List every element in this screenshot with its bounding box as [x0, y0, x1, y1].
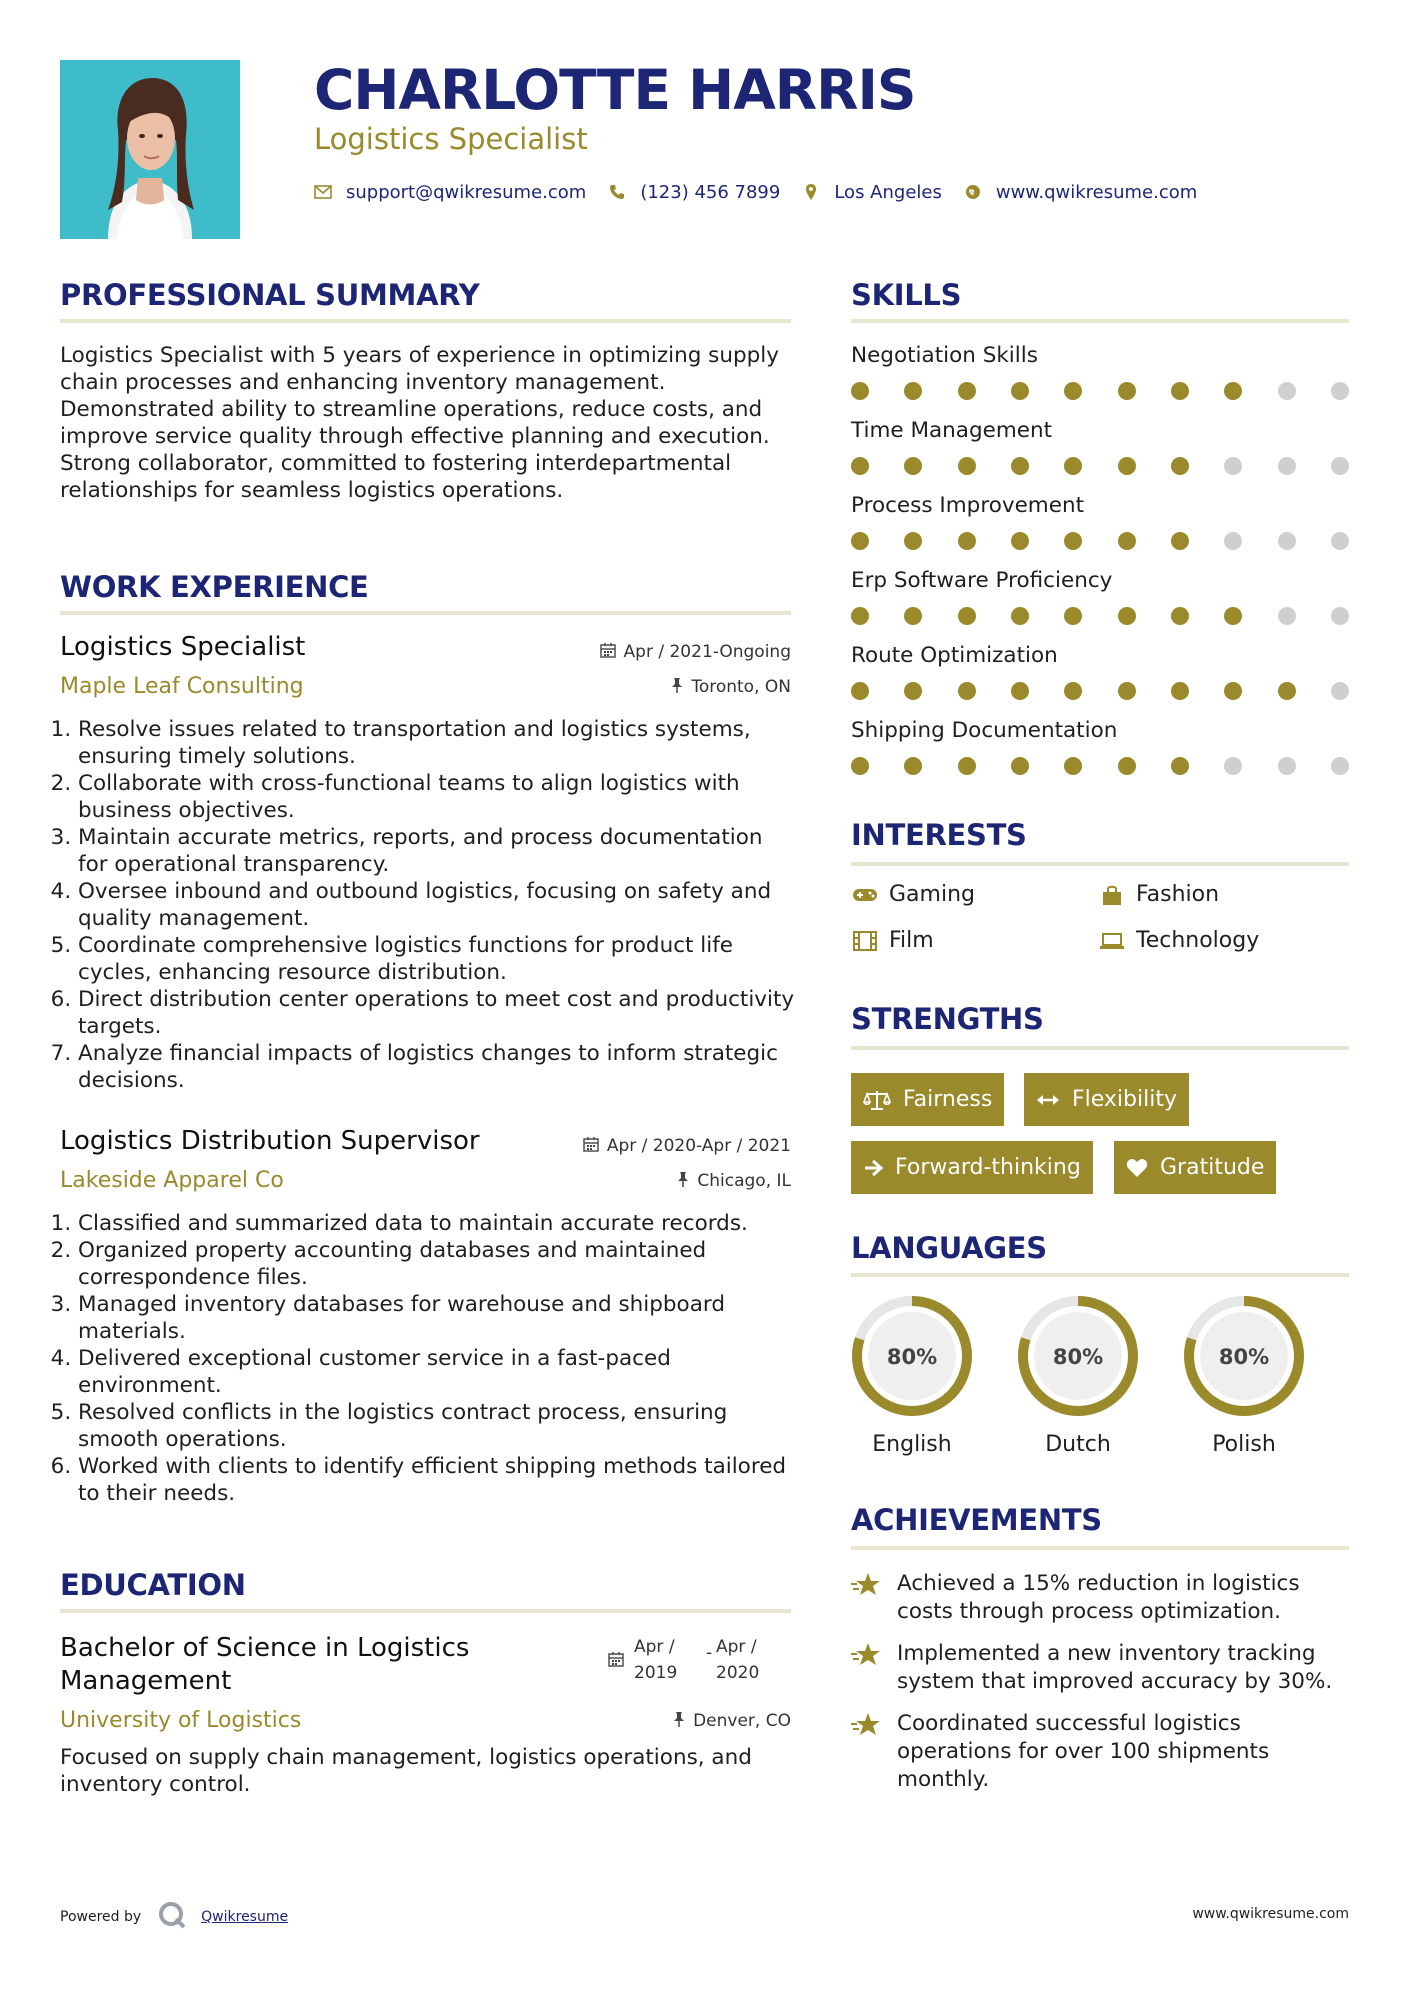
skill-name: Negotiation Skills: [851, 343, 1038, 368]
job-bullets: [60, 1210, 795, 1507]
summary-divider: [60, 319, 791, 323]
edu-end-date: [716, 1634, 759, 1686]
skill-dot-empty: [1278, 457, 1296, 475]
education-heading: EDUCATION: [60, 1568, 246, 1602]
candidate-name: CHARLOTTE HARRIS: [314, 58, 916, 122]
skill-dot-filled: [904, 457, 922, 475]
skill-dot-filled: [1064, 682, 1082, 700]
skill-dot-filled: [1118, 682, 1136, 700]
language-ring: [1182, 1294, 1306, 1418]
skill-dot-filled: [958, 532, 976, 550]
envelope-icon: [314, 185, 332, 199]
languages-divider: [851, 1273, 1349, 1277]
skill-dot-empty: [1224, 532, 1242, 550]
skill-dot-filled: [958, 457, 976, 475]
skill-dot-filled: [1118, 607, 1136, 625]
edu-end-month: Apr /: [716, 1637, 757, 1657]
bullet-item: 6. Worked with clients to identify efficient shipping methods tailored to their needs.: [78, 1453, 795, 1507]
interest-label: Fashion: [1136, 882, 1220, 907]
skill-dot-empty: [1224, 457, 1242, 475]
skill-dot-filled: [958, 757, 976, 775]
skill-dot-filled: [958, 382, 976, 400]
balance-scale-icon: [863, 1089, 891, 1111]
skill-dot-filled: [1171, 682, 1189, 700]
edu-start-year: 2019: [634, 1663, 678, 1683]
bullet-item: 1. Resolve issues related to transportation and logistics systems, ensuring timely solutions.: [78, 716, 795, 770]
skill-dot-empty: [1331, 457, 1349, 475]
achievements-divider: [851, 1546, 1349, 1550]
strength-label: Flexibility: [1072, 1087, 1177, 1112]
achievement-text: Achieved a 15% reduction in logistics costs through process optimization.: [897, 1571, 1300, 1624]
skill-dot-filled: [1011, 682, 1029, 700]
skill-dot-filled: [1118, 532, 1136, 550]
edu-location-text: Denver, CO: [693, 1711, 791, 1731]
skill-dot-filled: [958, 682, 976, 700]
skill-dot-filled: [851, 457, 869, 475]
star-icon: [851, 1570, 897, 1626]
skill-dot-filled: [958, 607, 976, 625]
bullet-item: 2. Organized property accounting databases and maintained correspondence files.: [78, 1237, 795, 1291]
language-name: Polish: [1212, 1432, 1276, 1457]
skill-rating: [851, 457, 1349, 475]
job-location-text: Chicago, IL: [697, 1171, 791, 1191]
edu-start-month: Apr /: [634, 1637, 675, 1657]
shopping-bag-icon: [1098, 884, 1126, 906]
language-item: [850, 1294, 974, 1457]
calendar-icon: [583, 1136, 599, 1156]
skill-dot-filled: [1224, 607, 1242, 625]
achievement-text: Coordinated successful logistics operations for over 100 shipments monthly.: [897, 1711, 1270, 1792]
skill-dot-filled: [1171, 757, 1189, 775]
skill-dot-filled: [904, 607, 922, 625]
strength-label: Fairness: [903, 1087, 993, 1112]
contact-phone[interactable]: [608, 182, 780, 203]
skill-dot-filled: [1171, 532, 1189, 550]
job-date: [500, 1136, 791, 1156]
skill-dot-empty: [1331, 757, 1349, 775]
star-icon: [851, 1640, 897, 1696]
education-divider: [60, 1609, 791, 1613]
arrow-right-icon: [863, 1159, 883, 1177]
skill-dot-filled: [1064, 607, 1082, 625]
edu-date-separator: -: [706, 1643, 713, 1663]
skill-rating: [851, 532, 1349, 550]
skill-rating: [851, 682, 1349, 700]
globe-icon: [964, 184, 982, 200]
job-location-text: Toronto, ON: [691, 677, 791, 697]
skill-dot-empty: [1278, 757, 1296, 775]
languages-heading: LANGUAGES: [851, 1231, 1047, 1265]
skill-dot-filled: [1171, 382, 1189, 400]
skill-dot-filled: [1011, 607, 1029, 625]
language-percent: 80%: [1052, 1345, 1104, 1369]
skill-rating: [851, 382, 1349, 400]
skill-dot-filled: [851, 682, 869, 700]
skill-dot-filled: [1171, 457, 1189, 475]
skill-dot-empty: [1331, 382, 1349, 400]
strength-label: Gratitude: [1160, 1155, 1265, 1180]
pushpin-icon: [673, 1711, 685, 1731]
skill-dot-filled: [904, 532, 922, 550]
interests-heading: INTERESTS: [851, 818, 1027, 852]
skill-dot-filled: [1011, 382, 1029, 400]
work-heading: WORK EXPERIENCE: [60, 570, 369, 604]
language-name: Dutch: [1045, 1432, 1111, 1457]
summary-heading: PROFESSIONAL SUMMARY: [60, 278, 480, 312]
bullet-item: 1. Classified and summarized data to maintain accurate records.: [78, 1210, 795, 1237]
job-date-text: Apr / 2021-Ongoing: [623, 642, 791, 662]
job-date-text: Apr / 2020-Apr / 2021: [606, 1136, 791, 1156]
skill-dot-empty: [1331, 532, 1349, 550]
language-item: [1182, 1294, 1306, 1457]
language-item: [1016, 1294, 1140, 1457]
skill-dot-filled: [1171, 607, 1189, 625]
interest-label: Gaming: [889, 882, 975, 907]
degree-title: Bachelor of Science in Logistics Management: [60, 1633, 470, 1696]
achievement-item: [851, 1570, 1361, 1626]
job-date: [500, 642, 791, 662]
language-percent: 80%: [1218, 1345, 1270, 1369]
edu-location: [500, 1711, 791, 1731]
star-icon: [851, 1710, 897, 1794]
skill-dot-filled: [1064, 457, 1082, 475]
bullet-item: 3. Managed inventory databases for warehouse and shipboard materials.: [78, 1291, 795, 1345]
bullet-item: 5. Coordinate comprehensive logistics functions for product life cycles, enhancing resource distribution.: [78, 932, 795, 986]
location-text: Los Angeles: [834, 181, 942, 203]
skill-dot-filled: [1118, 457, 1136, 475]
skill-dot-filled: [1011, 532, 1029, 550]
skill-dot-empty: [1331, 607, 1349, 625]
qwikresume-link[interactable]: Qwikresume: [201, 1909, 289, 1925]
skill-dot-filled: [851, 382, 869, 400]
strength-tag: [851, 1141, 1093, 1194]
skill-dot-filled: [851, 532, 869, 550]
skill-dot-filled: [851, 607, 869, 625]
interest-label: Technology: [1136, 928, 1260, 953]
phone-icon: [608, 184, 626, 200]
education-description: Focused on supply chain management, logistics operations, and inventory control.: [60, 1745, 752, 1797]
gamepad-icon: [851, 887, 879, 903]
interests-divider: [851, 862, 1349, 866]
contact-bar: [314, 178, 1219, 206]
skill-dot-filled: [851, 757, 869, 775]
skill-name: Time Management: [851, 418, 1053, 443]
job-location: [500, 1171, 791, 1191]
laptop-icon: [1098, 932, 1126, 950]
skill-dot-empty: [1278, 607, 1296, 625]
company-name: Maple Leaf Consulting: [60, 674, 304, 699]
powered-by-text: Powered by: [60, 1909, 142, 1925]
skill-dot-filled: [1118, 382, 1136, 400]
map-pin-icon: [802, 183, 820, 201]
language-ring: [1016, 1294, 1140, 1418]
skill-name: Shipping Documentation: [851, 718, 1118, 743]
skill-name: Route Optimization: [851, 643, 1058, 668]
skill-dot-filled: [904, 682, 922, 700]
job-location: [500, 677, 791, 697]
skills-divider: [851, 319, 1349, 323]
interest-label: Film: [889, 928, 934, 953]
skill-rating: [851, 757, 1349, 775]
contact-website[interactable]: [964, 182, 1197, 203]
strength-tag: [1114, 1141, 1276, 1194]
skill-dot-filled: [904, 757, 922, 775]
edu-start-date: [634, 1634, 677, 1686]
job-bullets: [60, 716, 795, 1094]
skill-dot-empty: [1224, 757, 1242, 775]
website-text: www.qwikresume.com: [995, 181, 1198, 203]
film-icon: [851, 931, 879, 951]
achievement-item: [851, 1710, 1361, 1794]
email-text: support@qwikresume.com: [346, 181, 587, 203]
pushpin-icon: [671, 677, 683, 697]
footer-website[interactable]: www.qwikresume.com: [1192, 1906, 1349, 1922]
interest-item: [1098, 928, 1259, 953]
summary-text: Logistics Specialist with 5 years of experience in optimizing supply chain processes and enhancing inventory management. Demonstrated ability to streamline operations, reduce costs, and improve service quality through effective planning and execution. Strong collaborator, committed to fostering interdepartmental relationships for seamless logistics operations.: [60, 343, 780, 503]
skill-dot-empty: [1331, 682, 1349, 700]
skills-heading: SKILLS: [851, 278, 962, 312]
contact-location: [802, 182, 942, 203]
skill-name: Process Improvement: [851, 493, 1085, 518]
strength-label: Forward-thinking: [895, 1155, 1081, 1180]
skill-dot-filled: [1278, 682, 1296, 700]
strength-tag: [1024, 1073, 1189, 1126]
bullet-item: 3. Maintain accurate metrics, reports, and process documentation for operational transparency.: [78, 824, 795, 878]
pushpin-icon: [677, 1171, 689, 1191]
strength-tag: [851, 1073, 1004, 1126]
skill-dot-empty: [1278, 532, 1296, 550]
arrows-horizontal-icon: [1036, 1093, 1060, 1107]
language-percent: 80%: [886, 1345, 938, 1369]
language-ring: [850, 1294, 974, 1418]
company-name: Lakeside Apparel Co: [60, 1168, 284, 1193]
skill-dot-filled: [1224, 682, 1242, 700]
skill-dot-filled: [1011, 457, 1029, 475]
bullet-item: 5. Resolved conflicts in the logistics contract process, ensuring smooth operations.: [78, 1399, 795, 1453]
language-name: English: [872, 1432, 952, 1457]
heart-icon: [1126, 1158, 1148, 1178]
bullet-item: 4. Oversee inbound and outbound logistics, focusing on safety and quality management.: [78, 878, 795, 932]
strengths-heading: STRENGTHS: [851, 1002, 1044, 1036]
work-divider: [60, 611, 791, 615]
achievements-heading: ACHIEVEMENTS: [851, 1503, 1102, 1537]
achievement-item: [851, 1640, 1361, 1696]
skill-dot-empty: [1278, 382, 1296, 400]
bullet-item: 7. Analyze financial impacts of logistics changes to inform strategic decisions.: [78, 1040, 795, 1094]
job-title: Logistics Specialist: [60, 632, 306, 662]
calendar-icon: [608, 1651, 624, 1671]
qwikresume-logo-icon: [157, 1900, 187, 1934]
bullet-item: 6. Direct distribution center operations to meet cost and productivity targets.: [78, 986, 795, 1040]
calendar-icon: [600, 642, 616, 662]
profile-photo: [60, 60, 240, 239]
skill-dot-filled: [1118, 757, 1136, 775]
skill-name: Erp Software Proficiency: [851, 568, 1113, 593]
bullet-item: 2. Collaborate with cross-functional teams to align logistics with business objectives.: [78, 770, 795, 824]
skill-dot-filled: [904, 382, 922, 400]
edu-end-year: 2020: [716, 1663, 760, 1683]
skill-dot-filled: [1064, 757, 1082, 775]
bullet-item: 4. Delivered exceptional customer service in a fast-paced environment.: [78, 1345, 795, 1399]
skill-rating: [851, 607, 1349, 625]
skill-dot-filled: [1064, 532, 1082, 550]
strengths-divider: [851, 1046, 1349, 1050]
school-name: University of Logistics: [60, 1708, 302, 1733]
interest-item: [851, 928, 934, 953]
footer-branding: [60, 1900, 288, 1934]
candidate-role: Logistics Specialist: [314, 122, 588, 156]
phone-text: (123) 456 7899: [640, 181, 781, 203]
skill-dot-filled: [1011, 757, 1029, 775]
skill-dot-filled: [1224, 382, 1242, 400]
achievement-text: Implemented a new inventory tracking system that improved accuracy by 30%.: [897, 1641, 1333, 1694]
job-title: Logistics Distribution Supervisor: [60, 1126, 480, 1156]
contact-email[interactable]: [314, 182, 586, 203]
skill-dot-filled: [1064, 382, 1082, 400]
interest-item: [1098, 882, 1219, 907]
interest-item: [851, 882, 975, 907]
